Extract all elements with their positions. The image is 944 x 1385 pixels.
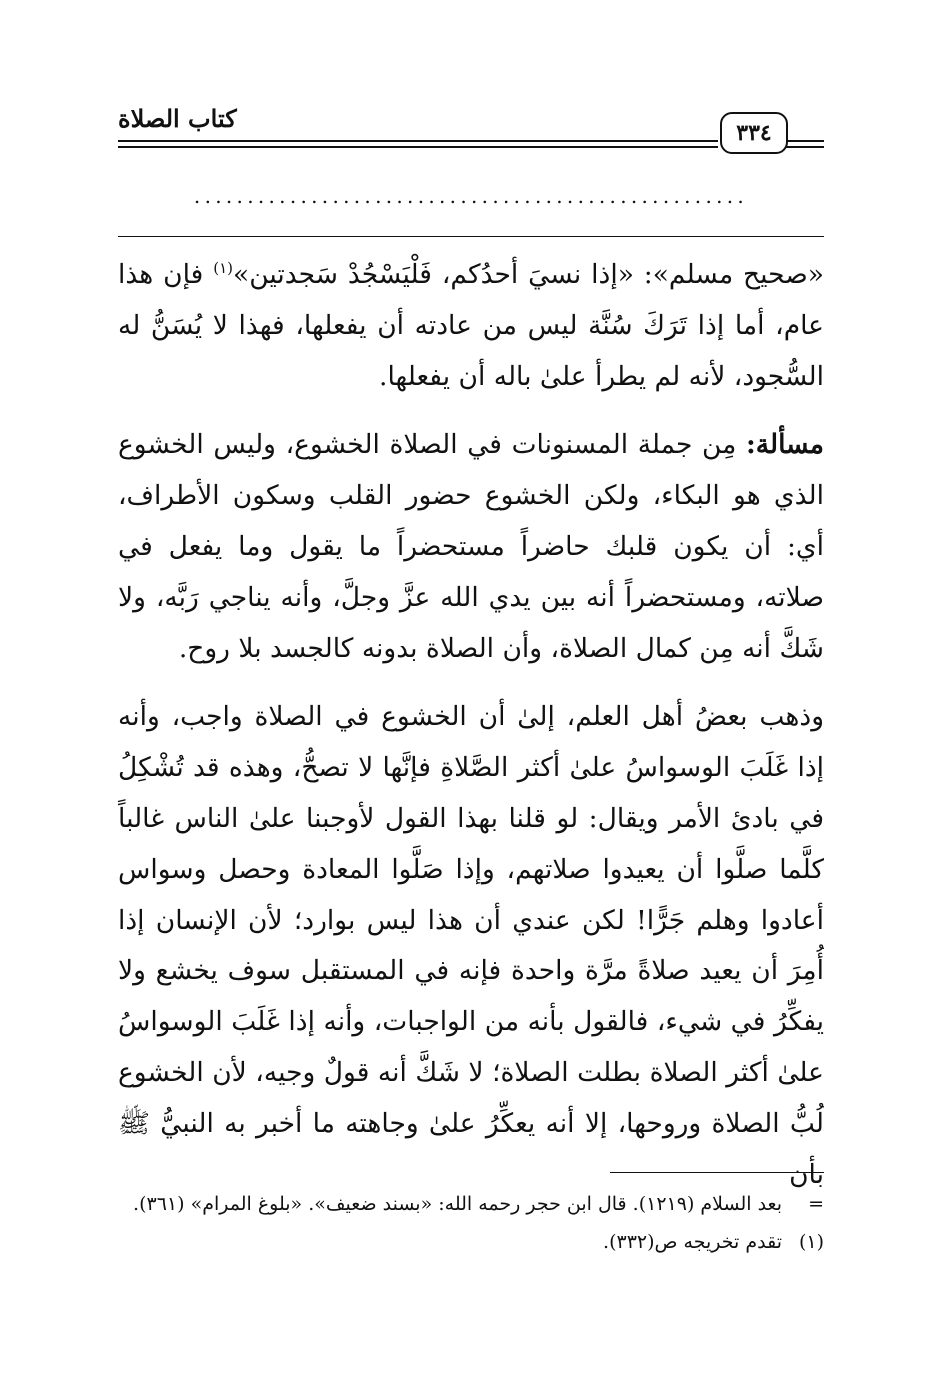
paragraph-3-text: وذهب بعضُ أهل العلم، إلىٰ أن الخشوع في الصلاة واجب، وأنه إذا غَلَبَ الوسواسُ علىٰ أكثر الصَّلاةِ فإنَّها لا تصحُّ، وهذه قد تُشْكِلُ في بادئ الأمر ويقال: لو قلنا بهذا القول لأوجبنا علىٰ الناس غالباً كلَّما صلَّوا أن يعيدوا صلاتهم، وإذا صَلَّوا المعادة وحصل وسواس أعادوا وهلم جَرًّا! لكن عندي أن هذا ليس بوارد؛ لأن الإنسان إذا أُمِرَ أن يعيد صلاةً مرَّة واحدة فإنه في المستقبل سوف يخشع ولا يفكِّرُ في شيء، فالقول بأنه من الواجبات، وأنه إذا غَلَبَ الوسواسُ علىٰ أكثر الصلاة بطلت الصلاة؛ لا شَكَّ أنه قولٌ وجيه، لأن الخشوع لُبُّ الصلاة وروحها، إلا أنه يعكِّرُ علىٰ وجاهته ما أخبر به النبيُّ ﷺ بأن: [118, 701, 824, 1190]
footnote-continuation: [118, 1188, 824, 1220]
content-top-rule: [118, 236, 824, 237]
paragraph-1: [118, 250, 824, 402]
footnote-text: تقدم تخريجه ص(٣٣٢).: [603, 1231, 782, 1253]
book-title: كتاب الصلاة: [118, 104, 237, 133]
header-rule-right-bottom: [786, 146, 824, 148]
header-rule-top: [118, 140, 718, 142]
page-number: ٣٣٤: [736, 120, 772, 146]
footnote-rule: [610, 1172, 824, 1173]
footnote-1: [118, 1226, 824, 1258]
paragraph-3: [118, 692, 824, 1200]
footnotes: [118, 1188, 824, 1258]
footnote-text: بعد السلام (١٢١٩). قال ابن حجر رحمه الله: «بسند ضعيف». «بلوغ المرام» (٣٦١).: [133, 1193, 782, 1215]
header-rule-bottom: [118, 146, 718, 148]
header-rule-right-top: [786, 140, 824, 142]
footnote-ref-1: (١): [213, 259, 233, 278]
paragraph-2: [118, 420, 824, 674]
paragraph-2-text: مِن جملة المسنونات في الصلاة الخشوع، وليس الخشوع الذي هو البكاء، ولكن الخشوع حضور القلب وسكون الأطراف، أي: أن يكون قلبك حاضراً مستحضراً ما يقول وما يفعل في صلاته، ومستحضراً أنه بين يدي الله عزَّ وجلَّ، وأنه يناجي رَبَّه، ولا شَكَّ أنه مِن كمال الصلاة، وأن الصلاة بدونه كالجسد بلا روح.: [118, 429, 824, 664]
paragraph-1-text-before: «صحيح مسلم»: «إذا نسيَ أحدُكم، فَلْيَسْجُدْ سَجدتين»: [233, 259, 824, 290]
dotted-separator: ....................................................: [193, 186, 749, 206]
issue-label: مسألة:: [746, 429, 824, 461]
footnote-mark: (١): [798, 1231, 824, 1253]
main-text: [118, 250, 824, 1200]
footnote-mark: =: [808, 1193, 824, 1215]
page-number-box: [720, 112, 788, 154]
paragraph-1-text-after: فإن هذا عام، أما إذا تَرَكَ سُنَّة ليس من عادته أن يفعلها، فهذا لا يُسَنُّ له السُّجود، لأنه لم يطرأ علىٰ باله أن يفعلها.: [118, 259, 824, 392]
